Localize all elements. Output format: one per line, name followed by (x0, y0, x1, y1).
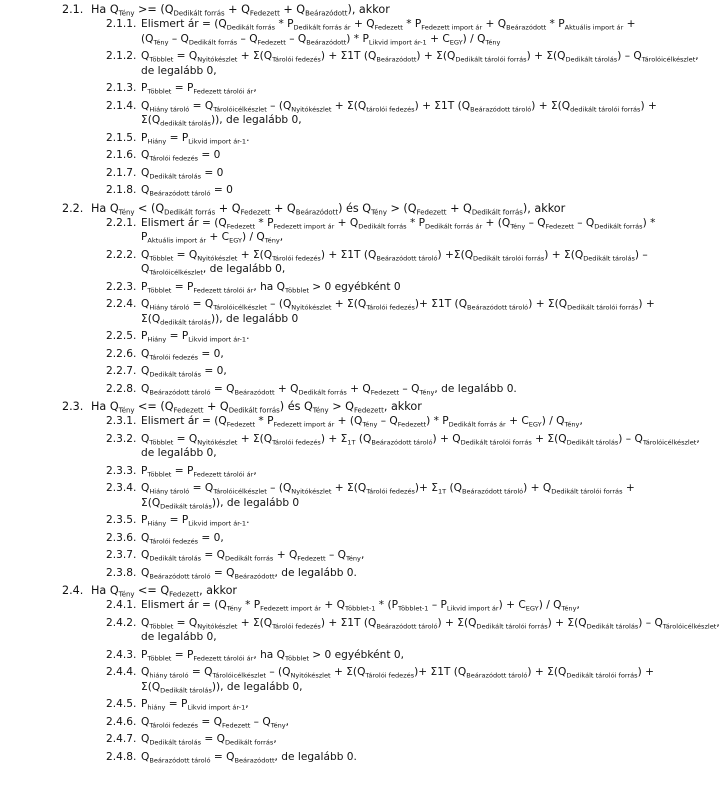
clause-number: 2.4.6. (106, 715, 137, 728)
clause-text-line: $Q_{Tárolói fedezés} = 0$, (141, 531, 224, 545)
clause-item (0, 715, 677, 730)
clause-text-line: $P_{Hiány} = P_{Likvid import ár-1}$. (141, 131, 250, 145)
clause-item (0, 248, 677, 277)
clause-text-line: $P_{Többlet} = P_{Fedezett tárolói ár}$, ha $Q_{Többlet} > 0$ egyébként 0 (141, 280, 401, 294)
section-number: 2.4. (62, 584, 84, 597)
clause-text-line: $Q_{Tárolói fedezés} = Q_{Fedezett} - Q_{Tény}$, (141, 715, 290, 729)
section-condition: Ha $Q_{Tény} < (Q_{Dedikált forrás} + Q_{Fedezett} + Q_{Beárazódott})$ és $Q_{Tény} > (Q_{Fedezett} + Q_{Dedikált forrás})$, akkor (91, 201, 566, 216)
clause-number: 2.2.7. (106, 365, 137, 377)
clause-text-line: Elismert ár = ($Q_{Dedikált forrás} * P_{Dedikált forrás ár} + Q_{Fedezett} * P_{Fedezett import ár} + Q_{Beárazódott} * P_{Aktuális import ár}$ + (141, 18, 636, 32)
clause-item (0, 464, 677, 479)
document-body (0, 2, 720, 767)
clause-text-line: $Q_{Dedikált tárolás} = Q_{Dedikált forrás}$, (141, 733, 277, 747)
clause-text-line: $Q_{Beárazódott tároló} = Q_{Beárazódott}$, de legalább 0. (141, 750, 357, 764)
clause-item (0, 481, 677, 510)
clause-text-line: $P_{Hiány} = P_{Likvid import ár-1}$. (141, 514, 250, 528)
clause-number: 2.1.1. (106, 18, 137, 30)
clause-text-line: $\Sigma(Q_{Dedikált tárolás})$), de legalább 0, (141, 680, 303, 694)
clause-item (0, 17, 677, 46)
section-2.3 (0, 399, 700, 583)
clause-number: 2.3.6. (106, 531, 137, 544)
clause-number: 2.4.2. (106, 616, 137, 629)
clause-number: 2.4.5. (106, 698, 137, 710)
clause-number: 2.3.3. (106, 464, 137, 477)
clause-number: 2.1.7. (106, 166, 137, 179)
section-heading (0, 2, 677, 17)
clause-item (0, 280, 677, 295)
section-condition: Ha $Q_{Tény} <= Q_{Fedezett}$, akkor (91, 584, 238, 599)
clause-number: 2.4.4. (106, 666, 137, 678)
clause-item (0, 531, 677, 546)
section-condition: Ha $Q_{Tény} <= (Q_{Fedezett} + Q_{Dedikált forrás})$ és $Q_{Tény} > Q_{Fedezett}$, akkor (91, 400, 422, 415)
clause-item (0, 49, 699, 78)
clause-text-line: $\Sigma(Q_{dedikált tárolás})$), de legalább 0 (141, 312, 299, 326)
clause-number: 2.3.7. (106, 549, 137, 561)
clause-number: 2.2.1. (106, 216, 137, 229)
clause-item (0, 297, 677, 326)
section-heading (0, 201, 677, 216)
section-2.1 (0, 2, 699, 201)
clause-text-line: $Q_{Dedikált tárolás} = Q_{Dedikált forrás} + Q_{Fedezett} - Q_{Tény}$, (141, 549, 365, 563)
clause-text-line: $\Sigma(Q_{dedikált tárolás})$), de legalább 0, (141, 114, 302, 128)
clause-text-line: Elismert ár = ($Q_{Fedezett} * P_{Fedezett import ár} + Q_{Dedikált forrás} * P_{Dedikált forrás ár} + (Q_{Tény} - Q_{Fedezett} - Q_{Dedikált forrás})$ * (141, 216, 656, 230)
clause-text-line: $P_{Aktuális import ár} + C_{EGY}) / Q_{Tény}$, (141, 231, 284, 245)
clause-text-line: $Q_{Tárolói fedezés} = 0$ (141, 149, 221, 163)
clause-text-line: $Q_{Beárazódott tároló} = Q_{Beárazódott}$, de legalább 0. (141, 566, 357, 580)
clause-number: 2.2.4. (106, 298, 137, 310)
clause-text-line: de legalább 0, (141, 631, 217, 643)
clause-item (0, 648, 677, 663)
clause-text-line: $Q_{Hiány tároló} = Q_{Tárolóicélkészlet} - (Q_{Nyitókészlet} + \Sigma(Q_{Tárolói fedezés})+ \Sigma 1T$ $(Q_{Beárazódott tároló}) + \Sigma(Q_{Dedikált tárolói forrás})$ + (141, 298, 655, 312)
clause-number: 2.4.3. (106, 648, 137, 661)
clause-item (0, 329, 677, 344)
clause-text-line: Elismert ár = $(Q_{Fedezett} * P_{Fedezett import ár} + (Q_{Tény} - Q_{Fedezett}) * P_{Dedikált forrás ár} + C_{EGY}) / Q_{Tény}$, (141, 415, 583, 429)
clause-number: 2.2.8. (106, 382, 137, 395)
clause-item (0, 616, 720, 645)
clause-item (0, 432, 700, 461)
clause-item (0, 382, 677, 397)
clause-text-line: $\Sigma(Q_{Dedikált tárolás})$), de legalább 0 (141, 496, 300, 510)
clause-item (0, 732, 677, 747)
clause-item (0, 364, 677, 379)
clause-item (0, 697, 677, 712)
clause-item (0, 166, 677, 181)
clause-item (0, 148, 677, 163)
clause-number: 2.4.8. (106, 750, 137, 763)
clause-text-line: de legalább 0, (141, 447, 217, 459)
clause-number: 2.3.2. (106, 432, 137, 445)
clause-item (0, 131, 677, 146)
clause-text-line: $P_{Többlet} = P_{Fedezett tárolói ár}$, (141, 464, 257, 478)
clause-text-line: $Q_{Beárazódott tároló} = 0$ (141, 184, 233, 198)
clause-text-line: $Q_{Hiány tároló} = Q_{Tárolóicélkészlet} - (Q_{Nyitókészlet} + \Sigma(Q_{Tárolói fedezés})+ \Sigma_{1T}$ $(Q_{Beárazódott tároló}) + Q_{Dedikált tárolói forrás}$ + (141, 482, 635, 496)
spacer (0, 764, 677, 767)
clause-item (0, 598, 677, 613)
section-heading (0, 399, 677, 414)
section-2.2 (0, 201, 677, 400)
clause-number: 2.2.2. (106, 248, 137, 261)
clause-text-line: $Q_{Többlet} = Q_{Nyitókészlet} + \Sigma(Q_{Tárolói fedezés}) + \Sigma 1T$ $(Q_{Beárazódott}) + \Sigma(Q_{Dedikált tárolói forrás}) + \Sigma(Q_{Dedikált tárolás}) - Q_{Tárolóicélkészlet}$, (141, 50, 699, 64)
clause-number: 2.2.3. (106, 280, 137, 293)
clause-text-line: $Q_{Többlet} = Q_{Nyitókészlet} + \Sigma(Q_{Tárolói fedezés}) + \Sigma_{1T}$ $(Q_{Beárazódott tároló}) + Q_{Dedikált tárolói forrás} + \Sigma(Q_{Dedikált tárolás}) - Q_{Tárolóicélkészlet}$, (141, 432, 700, 446)
clause-text-line: $Q_{Beárazódott tároló} = Q_{Beárazódott} + Q_{Dedikált forrás} + Q_{Fedezett} - Q_{Tény}$, de legalább 0. (141, 382, 517, 396)
clause-text-line: $P_{Hiány} = P_{Likvid import ár-1}$. (141, 330, 250, 344)
clause-item (0, 216, 677, 245)
clause-item (0, 750, 677, 765)
clause-item (0, 99, 677, 128)
clause-text-line: $Q_{Hiány tároló} = Q_{Tárolóicélkészlet} - (Q_{Nyitókészlet} + \Sigma(Q_{tárolói fedezés}) + \Sigma 1T$ $(Q_{Beárazódott tároló}) + \Sigma(Q_{dedikált tárolói forrás})$ + (141, 99, 657, 113)
clause-number: 2.4.1. (106, 599, 137, 611)
section-number: 2.1. (62, 3, 84, 16)
clause-number: 2.3.4. (106, 482, 137, 494)
clause-number: 2.4.7. (106, 733, 137, 745)
section-number: 2.2. (62, 201, 84, 215)
clause-number: 2.1.8. (106, 184, 137, 196)
clause-text-line: $Q_{Dedikált tárolás} = 0$, (141, 365, 227, 379)
clause-number: 2.1.4. (106, 99, 137, 112)
clause-text-line: $Q_{Többlet} = Q_{Nyitókészlet} + \Sigma(Q_{Tárolói fedezés}) + \Sigma 1T$ $(Q_{Beárazódott tároló}) +\Sigma(Q_{Dedikált tárolói forrás}) + \Sigma(Q_{Dedikált tárolás})$ – (141, 248, 648, 262)
clause-item (0, 347, 677, 362)
section-2.4 (0, 583, 720, 767)
clause-number: 2.2.6. (106, 347, 137, 360)
clause-text-line: $Q_{Többlet} = Q_{Nyitókészlet} + \Sigma(Q_{Tárolói fedezés}) + \Sigma 1T$ $(Q_{Beárazódott tároló}) + \Sigma(Q_{Dedikált tárolói forrás}) + \Sigma(Q_{Dedikált tárolás}) - Q_{Tárolóicélkészlet}$, (141, 616, 720, 630)
clause-text-line: $Q_{Dedikált tárolás} = 0$ (141, 166, 224, 180)
clause-number: 2.2.5. (106, 330, 137, 342)
clause-text-line: $Q_{Tárolóicélkészlet}$, de legalább 0, (141, 263, 286, 277)
clause-text-line: $P_{hiány} = P_{Likvid import ár-1}$, (141, 698, 249, 712)
clause-text-line: Elismert ár = $(Q_{Tény} * P_{Fedezett import ár} + Q_{Többlet-1} * (P_{Többlet-1} - P_{Likvid import ár}) + C_{EGY}) / Q_{Tény}$, (141, 599, 580, 613)
clause-item (0, 548, 677, 563)
clause-number: 2.1.6. (106, 149, 137, 161)
clause-item (0, 414, 677, 429)
clause-item (0, 665, 677, 694)
clause-text-line: $Q_{Tárolói fedezés} = 0$, (141, 347, 224, 361)
clause-number: 2.3.1. (106, 415, 137, 427)
clause-text-line: $P_{Többlet} = P_{Fedezett tárolói ár}$, ha $Q_{Többlet} > 0$ egyébként 0, (141, 648, 405, 662)
clause-item (0, 513, 677, 528)
clause-text-line: $(Q_{Tény} - Q_{Dedikált forrás} - Q_{Fedezett} - Q_{Beárazódott}) * P_{Likvid import ár-1} + C_{EGY}) / Q_{Tény}$ (141, 32, 501, 46)
clause-text-line: de legalább 0, (141, 64, 217, 77)
clause-number: 2.1.3. (106, 82, 137, 94)
clause-text-line: $Q_{hiány tároló} = Q_{Tárolóicélkészlet} - (Q_{Nyitókészlet} + \Sigma(Q_{Tárolói fedezés})+ \Sigma 1T$ $(Q_{Beárazódott tároló}) + \Sigma(Q_{Dedikált tárolói forrás})$ + (141, 666, 654, 680)
clause-number: 2.1.2. (106, 50, 137, 62)
clause-number: 2.1.5. (106, 131, 137, 144)
clause-number: 2.3.5. (106, 514, 137, 526)
section-heading (0, 583, 677, 598)
clause-text-line: $P_{Többlet} = P_{Fedezett tárolói ár}$, (141, 82, 257, 96)
clause-number: 2.3.8. (106, 566, 137, 579)
section-condition: Ha $Q_{Tény} >= (Q_{Dedikált forrás} + Q_{Fedezett} + Q_{Beárazódott})$, akkor (91, 3, 390, 18)
clause-item (0, 183, 677, 198)
section-number: 2.3. (62, 400, 84, 413)
clause-item (0, 566, 677, 581)
clause-item (0, 81, 677, 96)
